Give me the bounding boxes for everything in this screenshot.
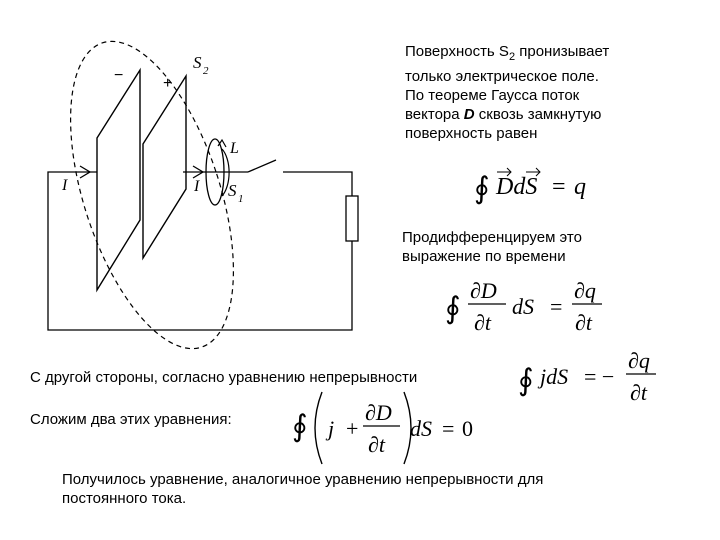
surface-text-start: Поверхность S: [405, 43, 509, 60]
surface-text-end: сквозь замкнутую поверхность равен: [405, 106, 602, 142]
sum-equation: [292, 392, 473, 464]
deriv-numerator: ∂D: [470, 278, 497, 303]
wire-left-bottom: [48, 172, 352, 330]
cont-numerator: ∂q: [628, 348, 650, 373]
differentiate-text: Продифференцируем это выражение по времени: [402, 229, 582, 265]
deriv-ds: dS: [512, 294, 534, 319]
left-paren: [315, 392, 322, 464]
oint-symbol: ∮: [518, 364, 534, 397]
s1-subscript: 1: [238, 193, 244, 205]
circuit-wires: [48, 160, 358, 330]
oint-symbol: ∮: [474, 172, 490, 205]
sum-j: j: [328, 416, 335, 441]
plus-label: +: [163, 75, 173, 92]
minus-label: −: [114, 67, 124, 84]
sum-eq: =: [442, 416, 455, 441]
cont-denominator: ∂t: [630, 380, 647, 405]
vector-d-bold: D: [463, 106, 475, 123]
plate-right: [143, 76, 186, 258]
cont-lhs: jdS: [540, 364, 569, 389]
capacitor-plates: [97, 70, 186, 290]
l-label: L: [230, 140, 239, 157]
gauss-equation: [474, 168, 586, 205]
sum-ds: dS: [410, 416, 432, 441]
current-label-left: I: [62, 177, 68, 194]
oint-symbol: ∮: [445, 292, 461, 325]
sum-denominator: ∂t: [368, 432, 385, 457]
gauss-rhs: q: [574, 174, 586, 200]
derivative-equation: [445, 278, 602, 335]
oint-symbol: ∮: [292, 410, 308, 443]
s2-subscript: 2: [203, 65, 209, 77]
deriv-rhs-numerator: ∂q: [574, 278, 596, 303]
wire-right: [283, 172, 352, 196]
deriv-denominator: ∂t: [474, 310, 491, 335]
switch-blade: [248, 160, 276, 172]
surface-subscript: 2: [508, 51, 516, 63]
s2-label: S: [193, 53, 202, 72]
continuity-text: С другой стороны, согласно уравнению непрерывности: [30, 369, 418, 386]
gauss-eq: =: [552, 174, 566, 200]
surface-text-rest: пронизывает: [515, 43, 610, 60]
surface-text-middle: только электрическое поле. По теореме Гаусса поток вектора: [405, 68, 599, 123]
sum-zero: 0: [462, 416, 473, 441]
result-text: Получилось уравнение, аналогичное уравнению непрерывности для постоянного тока.: [62, 471, 544, 507]
cont-eq: = −: [584, 364, 615, 389]
current-label-right: I: [194, 178, 200, 195]
resistor: [346, 196, 358, 241]
gauss-lhs: DdS: [496, 174, 538, 200]
continuity-equation: [518, 348, 656, 405]
sum-plus: +: [346, 416, 359, 441]
add-equations-text: Сложим два этих уравнения:: [30, 411, 232, 428]
deriv-rhs-denominator: ∂t: [575, 310, 592, 335]
s1-label: S: [228, 181, 237, 200]
sum-numerator: ∂D: [365, 400, 392, 425]
contour-arrow: [218, 140, 226, 147]
deriv-eq: =: [550, 294, 563, 319]
